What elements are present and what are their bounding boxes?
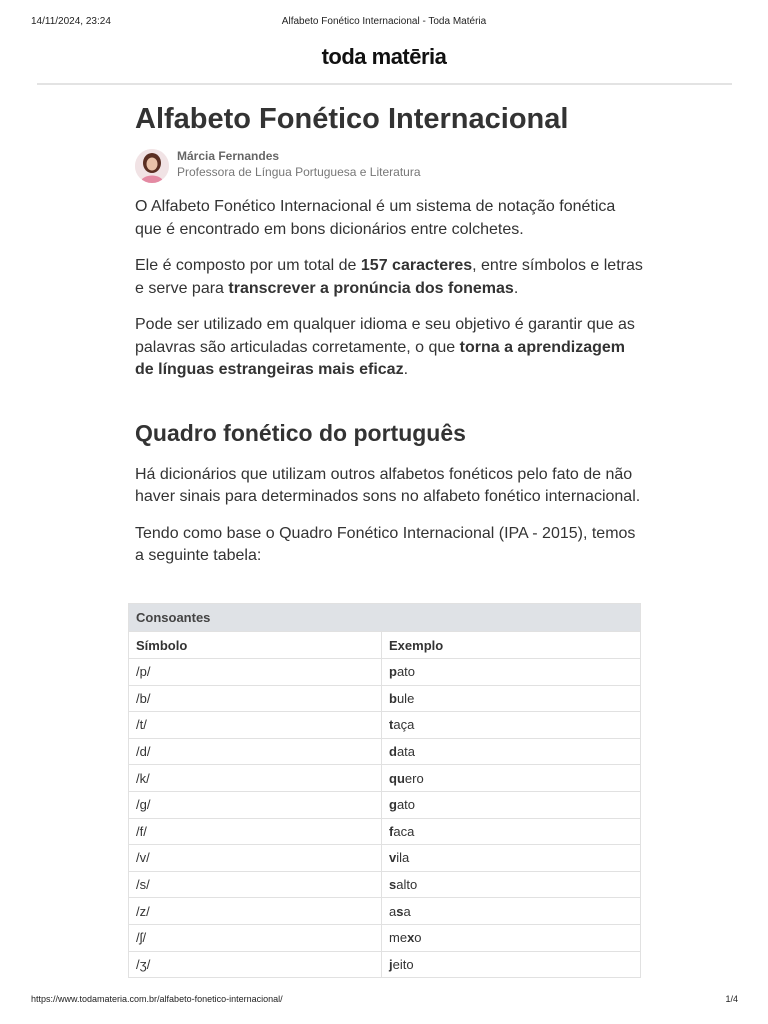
- print-page-title: Alfabeto Fonético Internacional - Toda Matéria: [281, 16, 487, 27]
- example-highlight: t: [389, 717, 394, 733]
- section-paragraph: Tendo como base o Quadro Fonético Internacional (IPA - 2015), temos a seguinte tabela:: [135, 524, 636, 564]
- table-row: [129, 924, 641, 951]
- table-caption: Consoantes: [129, 604, 641, 632]
- table-row: [129, 738, 641, 765]
- example-text: ato: [396, 797, 416, 813]
- example-cell: [382, 818, 641, 845]
- table-row: [129, 685, 641, 712]
- table-row: [129, 712, 641, 739]
- column-header-symbol: Símbolo: [129, 632, 382, 659]
- symbol-cell: /t/: [129, 712, 382, 739]
- symbol-cell: /z/: [129, 898, 382, 925]
- table-row: [129, 659, 641, 686]
- symbol-cell: /g/: [129, 791, 382, 818]
- author-role: Professora de Língua Portuguesa e Literatura: [177, 165, 421, 179]
- intro-paragraph: O Alfabeto Fonético Internacional é um sistema de notação fonética que é encontrado em bons dicionários entre colchetes.: [135, 198, 616, 238]
- example-cell: [382, 738, 641, 765]
- author-name[interactable]: Márcia Fernandes: [177, 149, 280, 163]
- text-run: .: [513, 279, 519, 297]
- example-highlight: f: [389, 823, 394, 839]
- print-header: [0, 16, 768, 30]
- table-row: [129, 845, 641, 872]
- print-datetime: 14/11/2024, 23:24: [31, 16, 111, 27]
- symbol-cell: /v/: [129, 845, 382, 872]
- example-highlight: p: [389, 664, 397, 680]
- bold-text: torna a aprendizagem de línguas estrangeiras mais eficaz: [135, 338, 625, 378]
- example-text: aca: [393, 823, 415, 839]
- table-header-row: [129, 632, 641, 659]
- example-highlight: b: [389, 690, 397, 706]
- symbol-cell: /ʃ/: [129, 924, 382, 951]
- page-number: 1/4: [725, 994, 738, 1004]
- print-footer: [31, 994, 738, 1006]
- bold-text: transcrever a pronúncia dos fonemas: [228, 279, 514, 297]
- example-cell: [382, 765, 641, 792]
- example-cell: [382, 871, 641, 898]
- symbol-cell: /d/: [129, 738, 382, 765]
- example-text: alto: [396, 877, 418, 893]
- table-row: [129, 951, 641, 978]
- section-paragraph: Há dicionários que utilizam outros alfabetos fonéticos pelo fato de não haver sinais para determinados sons no alfabeto fonético internacional.: [135, 465, 641, 505]
- example-highlight: g: [389, 797, 397, 813]
- bold-text: 157 caracteres: [360, 257, 473, 274]
- example-highlight: j: [389, 956, 393, 972]
- example-cell: [382, 951, 641, 978]
- symbol-cell: /f/: [129, 818, 382, 845]
- example-text: me: [389, 930, 408, 946]
- example-highlight: d: [389, 744, 397, 760]
- author-block: [135, 146, 645, 196]
- example-text: aça: [393, 717, 415, 733]
- table-row: [129, 818, 641, 845]
- example-text: ato: [396, 664, 416, 680]
- consonants-table: [128, 603, 641, 978]
- example-cell: [382, 659, 641, 686]
- symbol-cell: /p/: [129, 659, 382, 686]
- header-divider: [37, 83, 732, 85]
- symbol-cell: /s/: [129, 871, 382, 898]
- example-cell: [382, 685, 641, 712]
- example-text: o: [414, 930, 422, 946]
- example-text: ila: [396, 850, 410, 866]
- author-avatar[interactable]: [135, 149, 169, 183]
- table-body: [129, 659, 641, 978]
- example-highlight: v: [389, 850, 397, 866]
- table-row: [129, 871, 641, 898]
- symbol-cell: /ʒ/: [129, 951, 382, 978]
- page-url[interactable]: https://www.todamateria.com.br/alfabeto-fonetico-internacional/: [31, 994, 283, 1004]
- text-run: Ele é composto por um total de: [135, 257, 361, 274]
- usage-paragraph: [135, 314, 645, 382]
- example-text: a: [403, 903, 411, 919]
- table-row: [129, 898, 641, 925]
- example-text: eito: [392, 956, 414, 972]
- avatar-portrait-icon: [135, 149, 169, 183]
- article: [135, 96, 645, 582]
- site-logo[interactable]: toda matēria: [321, 44, 447, 69]
- example-text: ata: [396, 744, 416, 760]
- symbol-cell: /b/: [129, 685, 382, 712]
- example-cell: [382, 791, 641, 818]
- example-cell: [382, 712, 641, 739]
- composition-paragraph: [135, 255, 645, 300]
- text-run: , entre símbolos e letras e serve para: [135, 257, 643, 297]
- example-highlight: x: [407, 930, 415, 946]
- example-highlight: s: [396, 903, 404, 919]
- table-caption-row: [129, 604, 641, 632]
- example-cell: [382, 924, 641, 951]
- section-heading: Quadro fonético do português: [135, 419, 466, 446]
- table-row: [129, 791, 641, 818]
- column-header-example: Exemplo: [382, 632, 641, 659]
- example-text: ule: [396, 690, 415, 706]
- example-highlight: s: [389, 877, 397, 893]
- example-highlight: qu: [389, 770, 405, 786]
- article-title: Alfabeto Fonético Internacional: [135, 103, 569, 135]
- symbol-cell: /k/: [129, 765, 382, 792]
- text-run: Pode ser utilizado em qualquer idioma e seu objetivo é garantir que as palavras são articuladas corretamente, o que: [135, 316, 635, 356]
- text-run: .: [403, 361, 409, 378]
- table-row: [129, 765, 641, 792]
- example-cell: [382, 898, 641, 925]
- example-cell: [382, 845, 641, 872]
- example-text: a: [389, 903, 397, 919]
- example-text: ero: [404, 770, 424, 786]
